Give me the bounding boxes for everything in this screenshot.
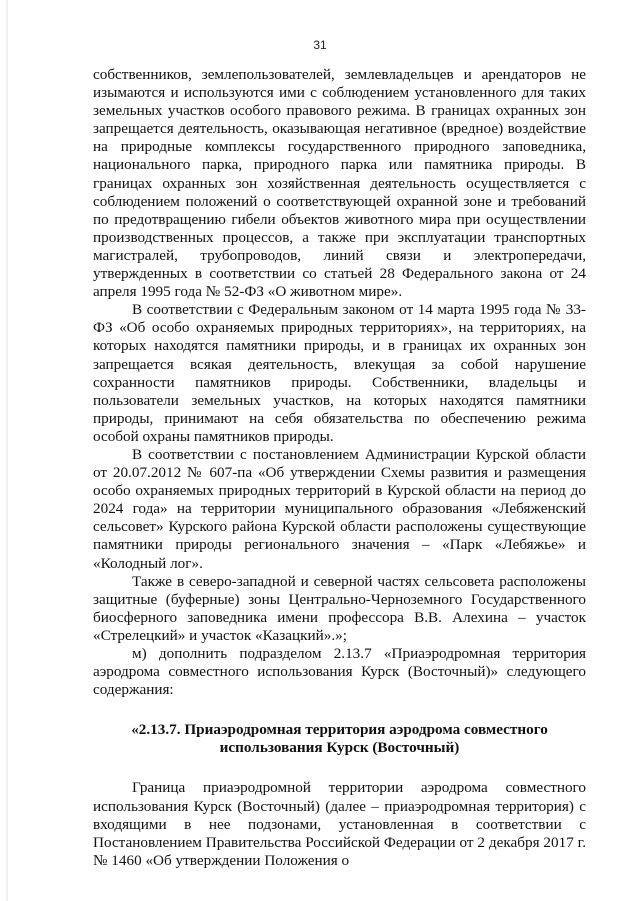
- page-number: 31: [313, 38, 327, 52]
- paragraph-buffer-zones: Также в северо-западной и северной частях сельсовета расположены защитные (буферные) зоны Центрально-Черноземного Государственного биосферного заповедника имени профессора В.В. Алехина – участок «Стрелецкий» и участок «Казацкий».»;: [93, 572, 586, 644]
- paragraph-aerodrome-boundary: Граница приаэродромной территории аэродрома совместного использования Курск (Восточный) (далее – приаэродромная территория) с входящими в нее подзонами, установленная в соответствии с Постановлением Правительства Российской Федерации от 2 декабря 2017 г. № 1460 «Об утверждении Положения о: [93, 779, 586, 869]
- paragraph-continued: собственников, землепользователей, землевладельцев и арендаторов не изымаются и используются ими с соблюдением установленного для таких земельных участков особого правового режима. В границах охранных зон запрещается деятельность, оказывающая негативное (вредное) воздействие на природные комплексы государственного природного заповедника, национального парка, природного парка или памятника природы. В границах охранных зон хозяйственная деятельность осуществляется с соблюдением положений о соответствующей охранной зоне и требований по предотвращению гибели объектов животного мира при осуществлении производственных процессов, а также при эксплуатации транспортных магистралей, трубопроводов, линий связи и электропередачи, утвержденных в соответствии со статьей 28 Федерального закона от 24 апреля 1995 года № 52-ФЗ «О животном мире».: [93, 66, 586, 301]
- paragraph-federal-law: В соответствии с Федеральным законом от 14 марта 1995 года № 33-ФЗ «Об особо охраняемых природных территориях», на территориях, на которых находятся памятники природы, и в границах их охранных зон запрещается всякая деятельность, влекущая за собой нарушение сохранности памятников природы. Собственники, владельцы и пользователи земельных участков, на которых находятся памятники природы, принимают на себя обязательства по обеспечению режима особой охраны памятников природы.: [93, 301, 586, 445]
- scan-edge: [6, 0, 8, 901]
- document-body: [93, 66, 586, 870]
- paragraph-amendment: м) дополнить подразделом 2.13.7 «Приаэродромная территория аэродрома совместного использования Курск (Восточный)» следующего содержания:: [93, 645, 586, 699]
- section-heading-line2: использования Курск (Восточный): [219, 739, 460, 757]
- section-heading-line1: «2.13.7. Приаэродромная территория аэродрома совместного: [131, 721, 548, 739]
- paragraph-kursk-resolution: В соответствии с постановлением Администрации Курской области от 20.07.2012 № 607-па «Об утверждении Схемы развития и размещения особо охраняемых природных территорий в Курской области на период до 2024 года» на территории муниципального образования «Лебяженский сельсовет» Курского района Курской области расположены существующие памятники природы регионального значения – «Парк «Лебяжье» и «Колодный лог».: [93, 445, 586, 572]
